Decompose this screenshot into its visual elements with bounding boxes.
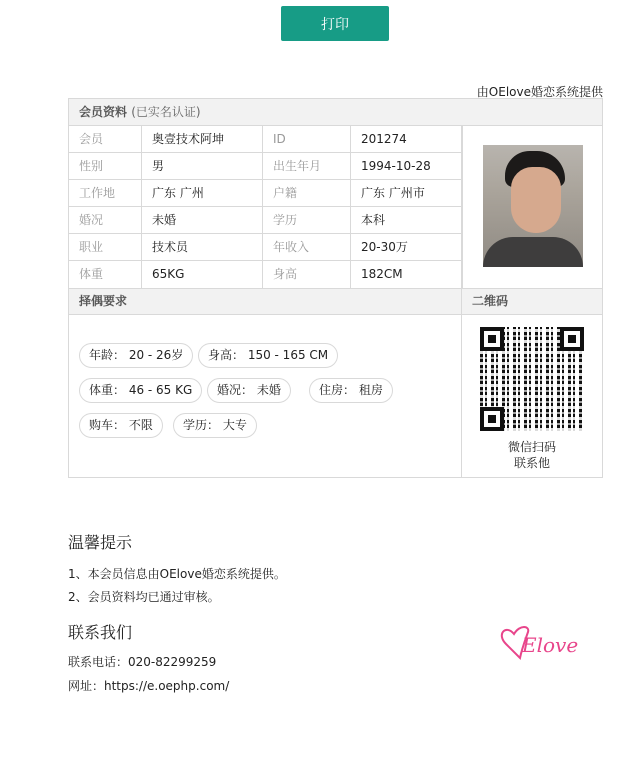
verified-note: (已实名认证) bbox=[131, 105, 201, 119]
field-value: 男 bbox=[142, 153, 263, 179]
contact-title: 联系我们 bbox=[68, 623, 133, 642]
field-value: 1994-10-28 bbox=[351, 153, 462, 179]
field-label: 户籍 bbox=[263, 180, 351, 206]
requirement-tag: 年龄： 20 - 26岁 bbox=[79, 343, 193, 368]
photo-cell bbox=[462, 126, 603, 288]
field-value: 未婚 bbox=[142, 207, 263, 233]
field-label: 体重 bbox=[69, 261, 142, 288]
oelove-logo bbox=[500, 620, 590, 666]
field-value: 65KG bbox=[142, 261, 263, 288]
qrcode-title: 二维码 bbox=[472, 294, 509, 308]
requirement-tag: 购车： 不限 bbox=[79, 413, 163, 438]
qrcode-panel bbox=[462, 315, 602, 478]
field-value: 182CM bbox=[351, 261, 462, 288]
requirement-tag: 体重： 46 - 65 KG bbox=[79, 378, 202, 403]
field-label: 职业 bbox=[69, 234, 142, 260]
qrcode-caption-line1: 微信扫码 bbox=[507, 440, 556, 454]
field-label: 会员 bbox=[69, 126, 142, 152]
table-row bbox=[69, 207, 462, 234]
field-value: 广东 广州 bbox=[142, 180, 263, 206]
field-label: 身高 bbox=[263, 261, 351, 288]
contact-website: 网址：https://e.oephp.com/ bbox=[68, 679, 230, 693]
member-photo bbox=[483, 145, 583, 267]
field-value: 20-30万 bbox=[351, 234, 462, 260]
requirement-tag: 学历： 大专 bbox=[173, 413, 257, 438]
member-card bbox=[68, 98, 603, 478]
contact-phone: 联系电话：020-82299259 bbox=[68, 655, 217, 669]
qrcode-image[interactable] bbox=[480, 327, 584, 431]
profile-section-title: 会员资料 bbox=[79, 105, 128, 119]
field-label: 婚况 bbox=[69, 207, 142, 233]
requirement-tag: 住房： 租房 bbox=[309, 378, 393, 403]
field-label: 出生年月 bbox=[263, 153, 351, 179]
field-label: 性别 bbox=[69, 153, 142, 179]
requirements-title: 择偶要求 bbox=[69, 289, 462, 314]
table-row bbox=[69, 126, 462, 153]
tip-item: 1、本会员信息由OElove婚恋系统提供。 bbox=[68, 567, 286, 581]
field-label: 学历 bbox=[263, 207, 351, 233]
tip-item: 2、会员资料均已通过审核。 bbox=[68, 590, 220, 604]
requirements-header-row bbox=[69, 288, 602, 315]
table-row bbox=[69, 234, 462, 261]
logo-text: Elove bbox=[522, 633, 579, 657]
profile-info-table bbox=[69, 126, 462, 288]
table-row bbox=[69, 153, 462, 180]
table-row bbox=[69, 261, 462, 288]
field-value: 技术员 bbox=[142, 234, 263, 260]
field-value: 201274 bbox=[351, 126, 462, 152]
tips-title: 温馨提示 bbox=[68, 533, 133, 552]
field-label: ID bbox=[263, 126, 351, 152]
print-button[interactable]: 打印 bbox=[281, 6, 389, 41]
requirement-tag: 婚况： 未婚 bbox=[207, 378, 291, 403]
field-label: 工作地 bbox=[69, 180, 142, 206]
table-row bbox=[69, 180, 462, 207]
field-value: 本科 bbox=[351, 207, 462, 233]
requirement-tag: 身高： 150 - 165 CM bbox=[198, 343, 338, 368]
field-value: 广东 广州市 bbox=[351, 180, 462, 206]
qrcode-caption bbox=[462, 439, 602, 471]
requirements-tags bbox=[69, 315, 462, 478]
provider-note: 由OElove婚恋系统提供 bbox=[476, 85, 603, 99]
qrcode-caption-line2: 联系他 bbox=[513, 456, 550, 470]
profile-section-header bbox=[69, 99, 602, 126]
field-label: 年收入 bbox=[263, 234, 351, 260]
field-value: 奥壹技术阿坤 bbox=[142, 126, 263, 152]
